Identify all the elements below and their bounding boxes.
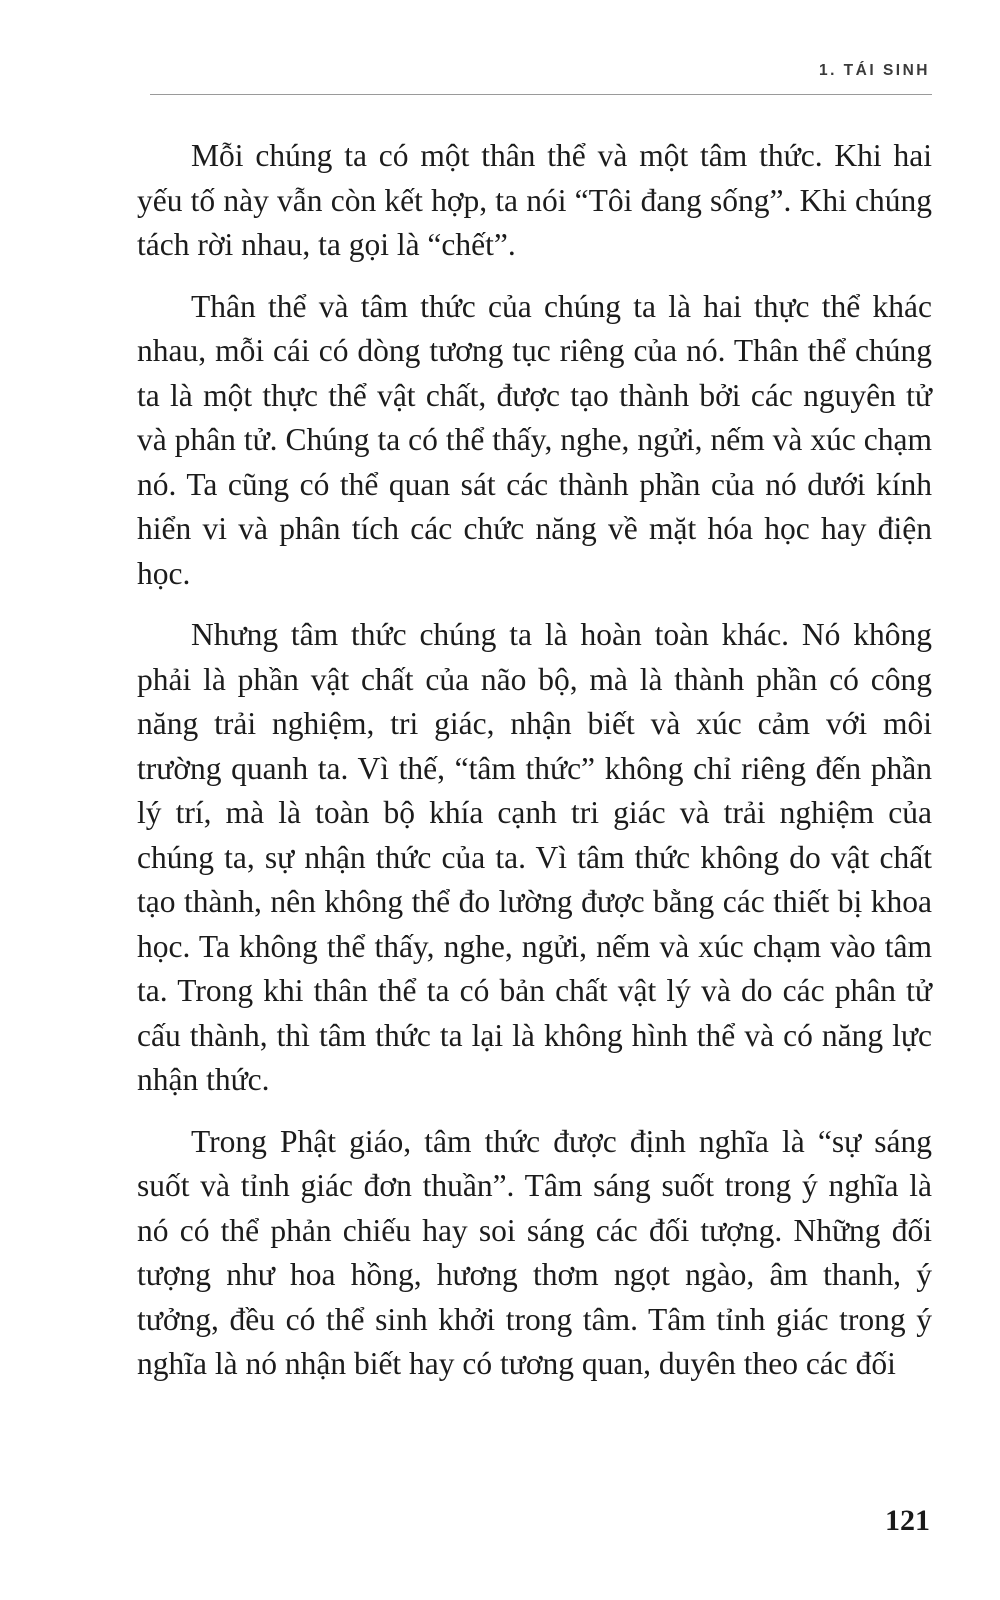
- header-divider: [150, 94, 932, 95]
- page-number: 121: [885, 1504, 930, 1537]
- paragraph: Mỗi chúng ta có một thân thể và một tâm thức. Khi hai yếu tố này vẫn còn kết hợp, ta nói “Tôi đang sống”. Khi chúng tách rời nhau, ta gọi là “chết”.: [137, 138, 932, 262]
- paragraph: Trong Phật giáo, tâm thức được định nghĩa là “sự sáng suốt và tỉnh giác đơn thuần”. Tâm sáng suốt trong ý nghĩa là nó có thể phản chiếu hay soi sáng các đối tượng. Những đối tượng như hoa hồng, hương thơm ngọt ngào, âm thanh, ý tưởng, đều có thể sinh khởi trong tâm. Tâm tỉnh giác trong ý nghĩa là nó nhận biết hay có tương quan, duyên theo các đối: [137, 1123, 932, 1381]
- paragraph: Thân thể và tâm thức của chúng ta là hai thực thể khác nhau, mỗi cái có dòng tương tục riêng của nó. Thân thể chúng ta là một thực thể vật chất, được tạo thành bởi các nguyên tử và phân tử. Chúng ta có thể thấy, nghe, ngửi, nếm và xúc chạm nó. Ta cũng có thể quan sát các thành phần của nó dưới kính hiển vi và phân tích các chức năng về mặt hóa học hay điện học.: [137, 288, 932, 591]
- body-text: [137, 134, 932, 1404]
- paragraph: Nhưng tâm thức chúng ta là hoàn toàn khác. Nó không phải là phần vật chất của não bộ, mà là thành phần có công năng trải nghiệm, tri giác, nhận biết và xúc cảm với môi trường quanh ta. Vì thế, “tâm thức” không chỉ riêng đến phần lý trí, mà là toàn bộ khía cạnh tri giác và trải nghiệm của chúng ta, sự nhận thức của ta. Vì tâm thức không do vật chất tạo thành, nên không thể đo lường được bằng các thiết bị khoa học. Ta không thể thấy, nghe, ngửi, nếm và xúc chạm vào tâm ta. Trong khi thân thể ta có bản chất vật lý và do các phân tử cấu thành, thì tâm thức ta lại là không hình thể và có năng lực nhận thức.: [137, 617, 932, 1097]
- running-head-chapter-title: 1. TÁI SINH: [818, 62, 930, 79]
